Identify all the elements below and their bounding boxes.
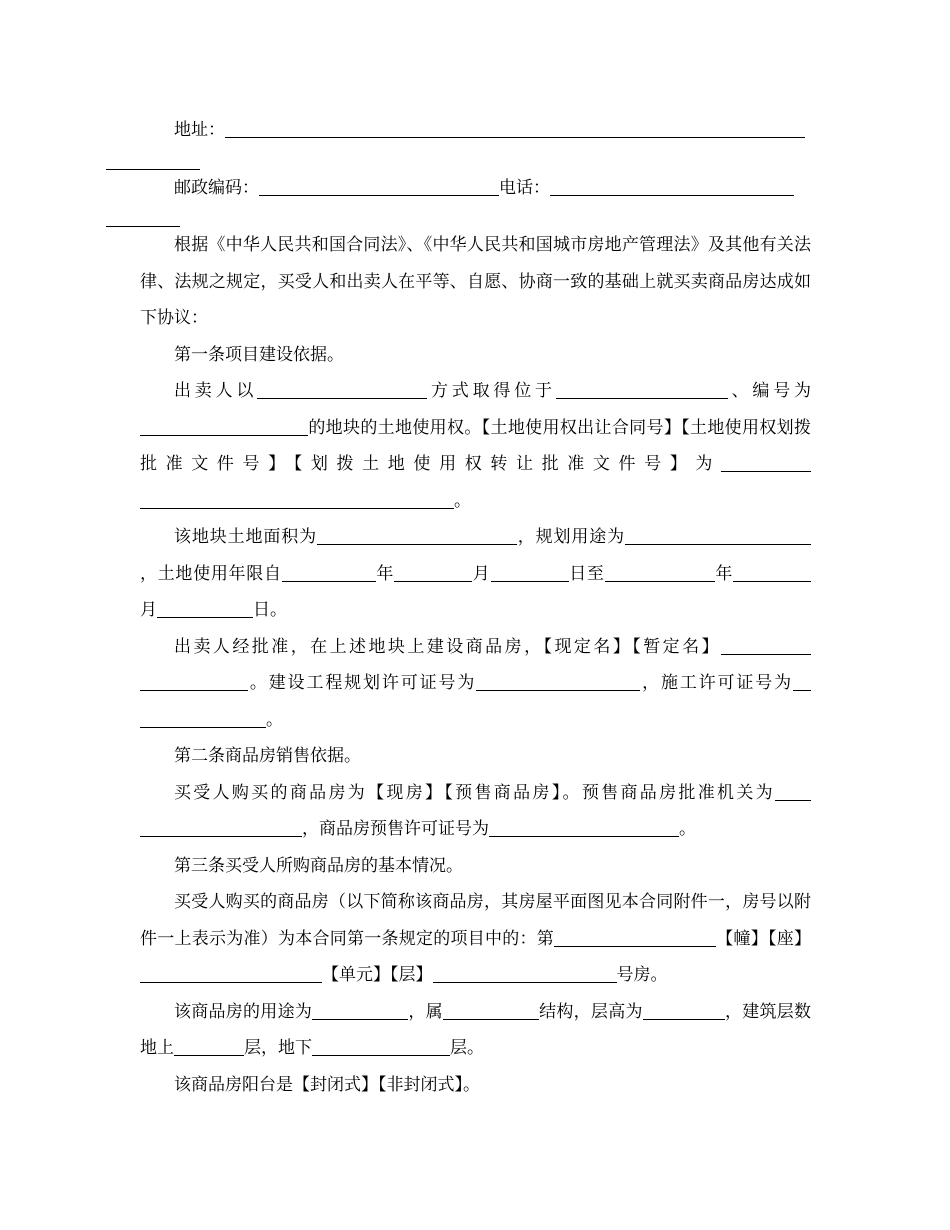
- postcode-phone-line: [140, 170, 811, 228]
- article-3-para-3: 该商品房阳台是【封闭式】【非封闭式】。: [174, 1074, 480, 1095]
- unit-number-blank: [140, 962, 322, 983]
- planning-permit-blank: [476, 670, 640, 691]
- article-2-para-1: [140, 775, 811, 848]
- text-segment: 月: [140, 600, 157, 620]
- presale-permit-blank: [489, 816, 679, 837]
- planned-use-blank-cont: [779, 524, 811, 545]
- address-line: [140, 112, 811, 170]
- address-blank: [225, 117, 805, 138]
- postcode-blank: [259, 175, 499, 196]
- phone-label: 电话：: [499, 177, 550, 198]
- text-segment: 。: [454, 490, 471, 511]
- text-segment: 买受人购买的商品房（以下简称该商品房，其房屋平面图见本合同附件一，房号以附件一上表示为准）为本合同第一条规定的项目中的：第: [140, 892, 811, 949]
- text-segment: 方式取得位于: [427, 381, 556, 401]
- phone-blank: [550, 175, 794, 196]
- end-day-blank: [157, 597, 253, 618]
- land-doc-number-blank-cont: [140, 488, 454, 509]
- building-name-blank-cont: [140, 670, 248, 691]
- text-segment: 日。: [253, 600, 287, 620]
- article-3-para-2: [140, 994, 811, 1067]
- postcode-label: 邮政编码：: [174, 177, 259, 198]
- presale-authority-blank-cont: [140, 816, 302, 837]
- article-1-para-1: [140, 373, 811, 519]
- text-segment: 【幢】【座】: [716, 928, 811, 949]
- building-name-blank: [721, 634, 811, 655]
- plot-number-blank: [140, 415, 308, 436]
- text-segment: ，施工许可证号为: [640, 673, 794, 693]
- text-segment: 号房。: [616, 965, 668, 985]
- phone-blank-cont: [106, 206, 180, 227]
- start-month-blank: [394, 561, 472, 582]
- text-segment: 月: [472, 563, 491, 584]
- text-segment: 的地块的土地使用权。【土地使用权出让合同号】【土地使用权划拨批准文件号】【划拨土地使用权转让批准文件号】为: [140, 417, 811, 474]
- building-number-blank: [554, 926, 716, 947]
- article-3-para-1: [140, 884, 811, 994]
- structure-blank: [443, 999, 539, 1020]
- presale-authority-blank: [775, 780, 811, 801]
- article-3-title: 第三条买受人所购商品房的基本情况。: [174, 855, 463, 876]
- end-year-blank: [605, 561, 715, 582]
- text-segment: ，建筑层数地上: [140, 1001, 812, 1058]
- text-segment: 出卖人以: [174, 381, 258, 401]
- address-blank-cont: [106, 149, 200, 170]
- text-segment: ，商品房预售许可证号为: [302, 819, 489, 839]
- text-segment: 该商品房的用途为: [174, 1001, 313, 1022]
- construction-permit-blank: [793, 670, 811, 691]
- article-1-para-2: [140, 519, 811, 629]
- text-segment: 该地块土地面积为: [174, 527, 317, 547]
- text-segment: 结构，层高为: [538, 1001, 643, 1022]
- end-month-blank: [733, 561, 811, 582]
- text-segment: 层，地下: [244, 1038, 312, 1058]
- location-blank: [556, 378, 728, 399]
- text-segment: 买受人购买的商品房为【现房】【预售商品房】。预售商品房批准机关为: [174, 782, 775, 803]
- text-segment: ，属: [408, 1001, 443, 1022]
- floor-height-blank: [643, 999, 725, 1020]
- usage-blank: [312, 999, 408, 1020]
- start-year-blank: [282, 561, 376, 582]
- land-doc-number-blank: [721, 451, 811, 472]
- room-number-blank: [433, 962, 617, 983]
- text-segment: ，规划用途为: [516, 527, 626, 547]
- text-segment: 。: [679, 819, 696, 839]
- text-segment: 。: [266, 709, 283, 730]
- construction-permit-blank-cont: [140, 707, 266, 728]
- floors-below-blank: [312, 1035, 450, 1056]
- text-segment: 、编号为: [727, 381, 812, 401]
- text-segment: 。建设工程规划许可证号为: [248, 673, 477, 693]
- article-1-para-3: [140, 629, 811, 739]
- article-1-title: 第一条项目建设依据。: [174, 344, 344, 365]
- text-segment: 层。: [450, 1038, 484, 1058]
- text-segment: ，土地使用年限自: [140, 563, 282, 584]
- land-area-blank: [317, 524, 517, 545]
- floors-above-blank: [174, 1035, 244, 1056]
- text-segment: 年: [375, 563, 395, 584]
- text-segment: 出卖人经批准，在上述地块上建设商品房，【现定名】【暂定名】: [174, 636, 721, 657]
- acquire-method-blank: [257, 378, 427, 399]
- text-segment: 日至: [568, 563, 605, 584]
- address-label: 地址：: [174, 120, 225, 140]
- article-2-title: 第二条商品房销售依据。: [174, 746, 361, 766]
- planned-use-blank: [625, 524, 779, 545]
- start-day-blank: [491, 561, 569, 582]
- text-segment: 年: [714, 563, 734, 584]
- text-segment: 【单元】【层】: [322, 965, 433, 985]
- intro-paragraph: 根据《中华人民共和国合同法》、《中华人民共和国城市房地产管理法》及其他有关法律、法规之规定，买受人和出卖人在平等、自愿、协商一致的基础上就买卖商品房达成如下协议：: [140, 235, 811, 328]
- contract-body: [140, 112, 811, 1103]
